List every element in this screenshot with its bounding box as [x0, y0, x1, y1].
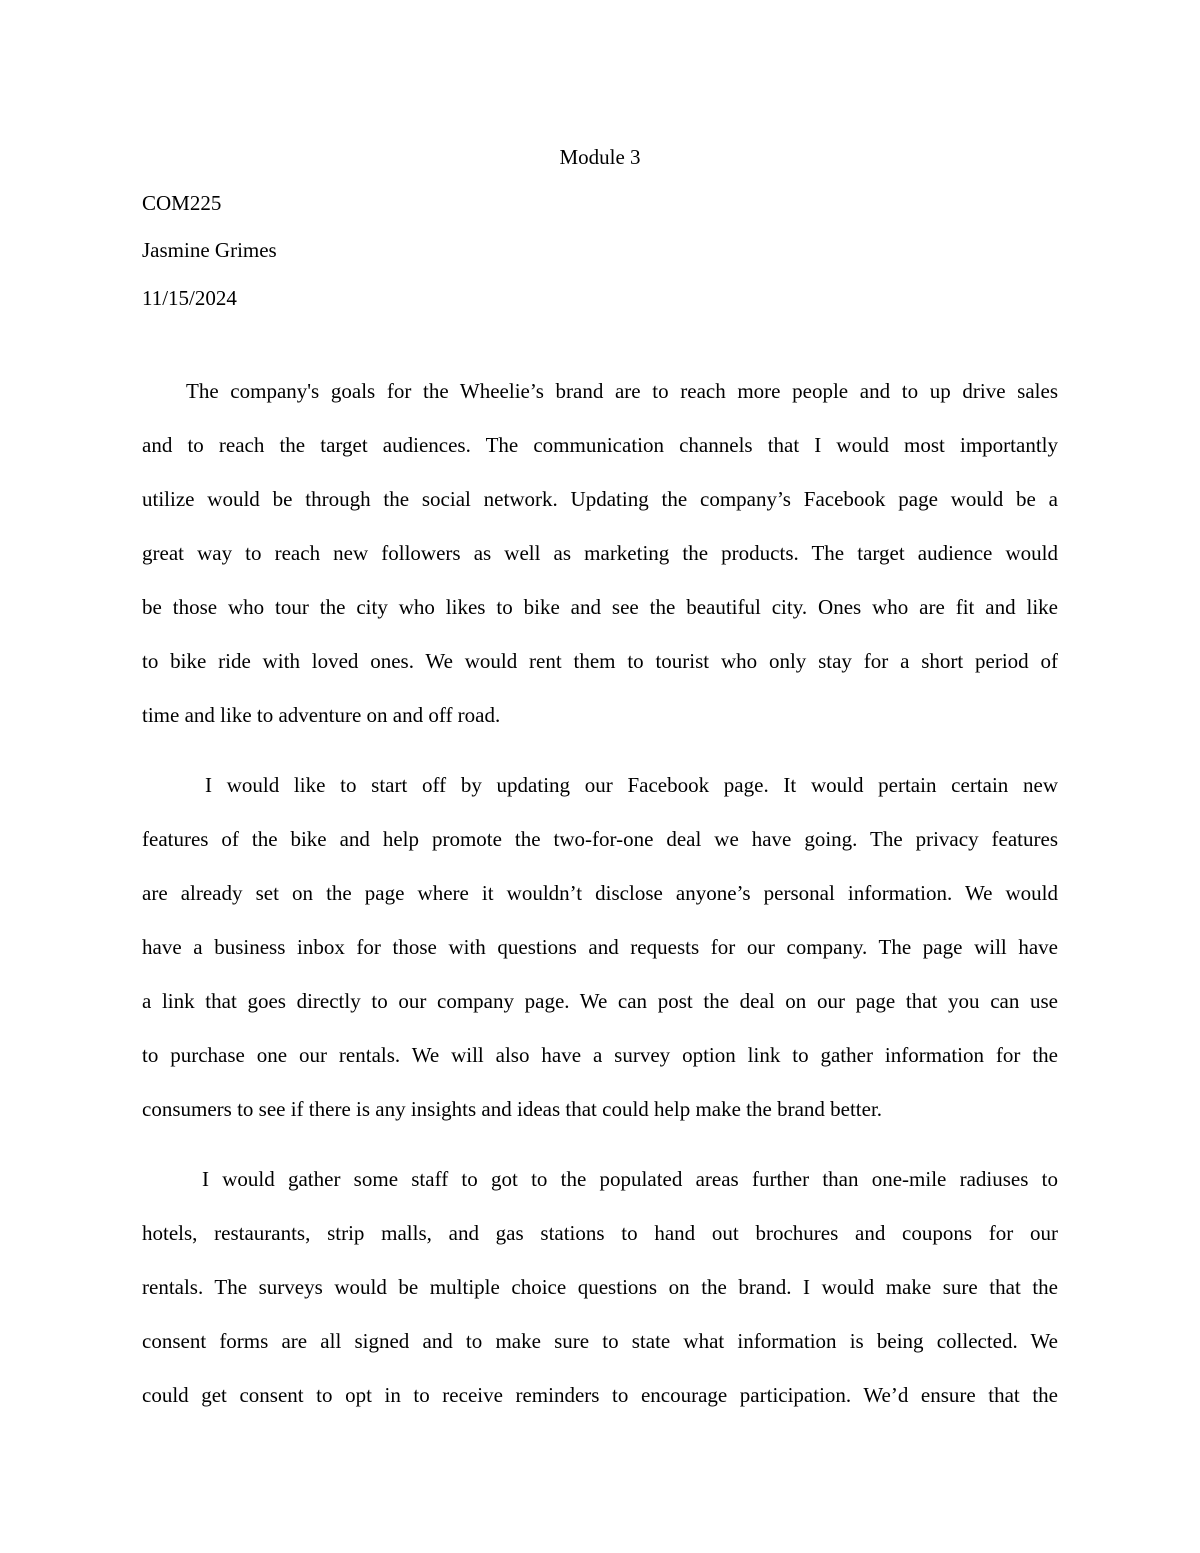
paragraph-line: utilize would be through the social network. Updating the company’s Facebook page would be a	[142, 487, 1058, 511]
document-title: Module 3	[559, 145, 641, 169]
paragraph-line: to bike ride with loved ones. We would rent them to tourist who only stay for a short period of	[142, 649, 1058, 673]
paragraph-line: hotels, restaurants, strip malls, and gas stations to hand out brochures and coupons for our	[142, 1221, 1058, 1245]
paragraph-line: time and like to adventure on and off road.	[142, 703, 501, 727]
paragraph-line: I would like to start off by updating our Facebook page. It would pertain certain new	[205, 773, 1058, 797]
paragraph-line: a link that goes directly to our company page. We can post the deal on our page that you can use	[142, 989, 1058, 1013]
paragraph-line: great way to reach new followers as well as marketing the products. The target audience would	[142, 541, 1058, 565]
paragraph-line: could get consent to opt in to receive reminders to encourage participation. We’d ensure that the	[142, 1383, 1058, 1407]
paragraph-line: have a business inbox for those with questions and requests for our company. The page will have	[142, 935, 1058, 959]
course-code: COM225	[142, 191, 222, 215]
paragraph-line: rentals. The surveys would be multiple choice questions on the brand. I would make sure that the	[142, 1275, 1058, 1299]
paragraph-line: consumers to see if there is any insights and ideas that could help make the brand better.	[142, 1097, 883, 1121]
paragraph-line: features of the bike and help promote the two-for-one deal we have going. The privacy features	[142, 827, 1058, 851]
author-name: Jasmine Grimes	[142, 238, 277, 262]
paragraph-line: be those who tour the city who likes to bike and see the beautiful city. Ones who are fit and like	[142, 595, 1058, 619]
paragraph-line: The company's goals for the Wheelie’s brand are to reach more people and to up drive sales	[186, 379, 1058, 403]
paragraph-line: to purchase one our rentals. We will also have a survey option link to gather information for the	[142, 1043, 1058, 1067]
paragraph-line: and to reach the target audiences. The communication channels that I would most importantly	[142, 433, 1058, 457]
document-date: 11/15/2024	[142, 286, 237, 310]
paragraph-line: are already set on the page where it wouldn’t disclose anyone’s personal information. We would	[142, 881, 1058, 905]
paragraph-line: I would gather some staff to got to the populated areas further than one-mile radiuses to	[202, 1167, 1058, 1191]
paragraph-line: consent forms are all signed and to make sure to state what information is being collected. We	[142, 1329, 1058, 1353]
